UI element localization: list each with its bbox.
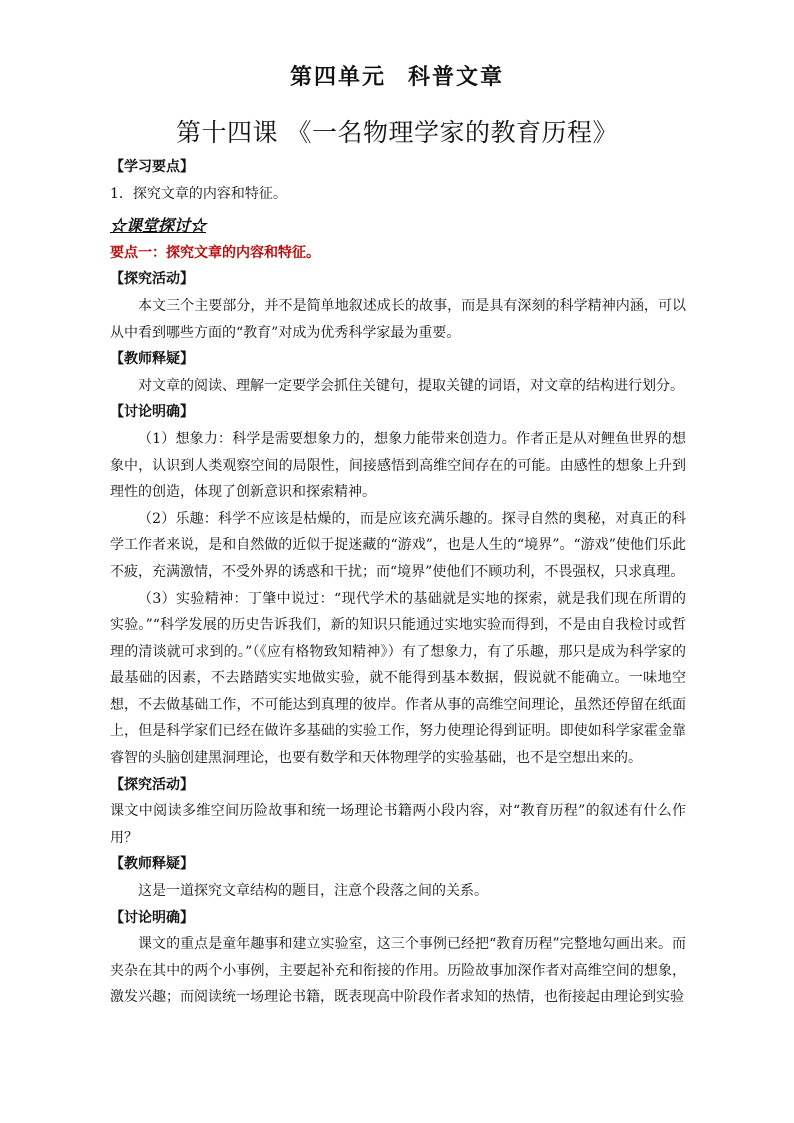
explore-activity-text: 本文三个主要部分，并不是简单地叙述成长的故事，而是具有深刻的科学精神内涵，可以从中看到哪些方面的“教育”对成为优秀科学家最为重要。 xyxy=(110,297,686,341)
teacher-hint-heading-2: 【教师释疑】 xyxy=(110,856,194,873)
unit-number: 第四单元 xyxy=(289,64,386,90)
teacher-hint-text: 对文章的阅读、理解一定要学会抓住关键句，提取关键的词语，对文章的结构进行划分。 xyxy=(138,377,684,394)
study-points-heading: 【学习要点】 xyxy=(110,159,194,175)
discussion-item-fun: （2）乐趣：科学不应该是枯燥的，而是应该充满乐趣的。探寻自然的奥秘，对真正的科学工作者来说，是和自然做的近似于捉迷藏的“游戏”，也是人生的“境界”。“游戏”使他们乐此不疲，充满激情，不受外界的诱惑和干扰；而“境界”使他们不顾功利，不畏强权，只求真理。 xyxy=(110,510,686,580)
lesson-title: 第十四课 《一名物理学家的教育历程》 xyxy=(176,118,618,147)
class-discussion-heading: ☆课堂探讨☆ xyxy=(110,216,207,236)
discussion-heading-2: 【讨论明确】 xyxy=(110,909,194,926)
document-body xyxy=(110,154,686,1011)
unit-name: 科普文章 xyxy=(408,64,505,90)
discussion-heading: 【讨论明确】 xyxy=(110,404,194,421)
discussion-text-2: 课文的重点是童年趣事和建立实验室，这三个事例已经把“教育历程”完整地勾画出来。而夹杂在其中的两个小事例，主要起补充和衔接的作用。历险故事加深作者对高维空间的想象，激发兴趣；而阅读统一场理论书籍，既表现高中阶段作者求知的热情，也衔接起由理论到实验 xyxy=(110,936,686,1006)
explore-activity-text-2: 课文中阅读多维空间历险故事和统一场理论书籍两小段内容，对“教育历程”的叙述有什么作用？ xyxy=(110,803,686,846)
explore-activity-heading-2: 【探究活动】 xyxy=(110,776,194,793)
discussion-item-imagination: （1）想象力：科学是需要想象力的，想象力能带来创造力。作者正是从对鲤鱼世界的想象中，认识到人类观察空间的局限性，间接感悟到高维空间存在的可能。由感性的想象上升到理性的创造，体现了创新意识和探索精神。 xyxy=(110,430,686,501)
key-point-heading: 要点一：探究文章的内容和特征。 xyxy=(110,244,320,261)
teacher-hint-heading: 【教师释疑】 xyxy=(110,351,194,368)
explore-activity-heading: 【探究活动】 xyxy=(110,271,194,288)
unit-title xyxy=(0,60,794,91)
discussion-item-experiment: （3）实验精神：丁肇中说过：“现代学术的基础就是实地的探索，就是我们现在所谓的实验。”“科学发展的历史告诉我们，新的知识只能通过实地实验而得到，不是由自我检讨或哲理的清谈就可求到的。”（《应有格物致知精神》）有了想象力，有了乐趣，那只是成为科学家的最基础的因素，不去踏踏实实地做实验，就不能得到基本数据，假说就不能确立。一味地空想，不去做基础工作，不可能达到真理的彼岸。作者从事的高维空间理论，虽然还停留在纸面上，但是科学家们已经在做许多基础的实验工作，努力使理论得到证明。即使如科学家霍金靠睿智的头脑创建黑洞理论，也要有数学和天体物理学的实验基础，也不是空想出来的。 xyxy=(110,590,686,767)
teacher-hint-text-2: 这是一道探究文章结构的题目，注意个段落之间的关系。 xyxy=(138,883,488,900)
study-point-item: 1．探究文章的内容和特征。 xyxy=(110,185,287,202)
